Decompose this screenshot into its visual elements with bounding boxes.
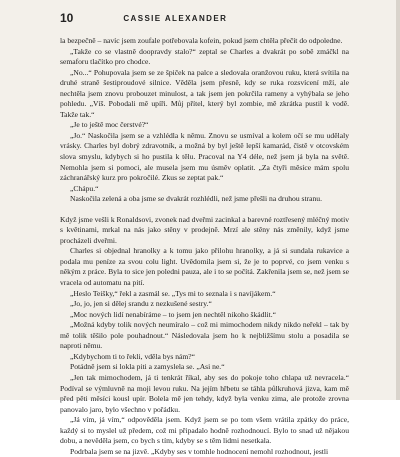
paragraph: „Chápu.“ (70, 183, 99, 193)
paragraph: Potádně jsem si lokla piti a zamyslela se. „Asi ne.“ (70, 362, 225, 372)
section-break (60, 205, 349, 215)
paragraph: Naskočila zelená a oba jsme se dvakrát rozhlédli, než jsme přešli na druhou stranu. (70, 194, 322, 204)
body-text (60, 36, 349, 457)
paragraph: „Jo.“ Naskočila jsem se a vzhlédla k němu. Znovu se usmíval a kolem očí se mu udělaly vrásky. Charles byl dobrý zdravotník, a možná by byl ještě lepší kamarád, čistě v otcovském slova smyslu, kdybych si ho pustila k tělu. Pracoval na Y4 déle, než jsem já byla na světě. Nemohla jsem si pomoci, ale musela jsem mu úsměv oplatit. „Za čtyři měsíce mám spolu záchranářský kurz pro pokročilé. Zkus se zeptat pak.“ (60, 130, 349, 183)
paragraph: „Takže co se vlastně doopravdy stalo?“ zeptal se Charles a dvakrát po sobě zmáčkl na semaforu tlačítko pro chodce. (60, 46, 349, 67)
paragraph: „Já vím, já vím,“ odpověděla jsem. Když jsem se po tom všem vrátila zpátky do práce, každý si to myslel už předem, což mi připadalo hodně rozhodnoucí. Bylo to snad už nějakou dobu, a nevěděla jsem, co bych s tím, kdyby se s těm lidmi nesetkala. (60, 415, 349, 446)
page-header (60, 8, 340, 28)
paragraph: „Heslo Teišky,“ řekl a zasmál se. „Tys mi to seznala i s navíjákem.“ (70, 288, 276, 298)
paragraph: Charles si objednal hranolky a k tomu jako přilohu hranolky, a já si sundala rukavice a podala mu peníze za svou colu light. Uvědomila jsem si, že je to poprvé, co jsem venku s někým z práce. Byla to sice jen poledni pauza, ale i to se počítá. Zakřenila jsem se, než jsem se vracela od automatu na pití. (60, 246, 349, 288)
paragraph: Když jsme vešli k Ronaldsovi, zvonek nad dveřmi zacinkal a barevné roztřesený mléčný motiv s květinami, mrkal na nás jako stěny v prodejně. Mrzí ale stěny nás změnily, když jsme procházeli dveřmi. (60, 214, 349, 245)
paragraph: „Jen tak mimochodem, já ti tenkrát říkal, aby ses do pokoje toho chlapa už nevracela.“ Podíval se výmluvně na moji levou ruku. Na jejím hřbetu se táhla půlkruhová jizva, kam mě před pěti měsíci kousl upír. Bolela mě jen tehdy, když byla venku zima, ale protože zrovna panovalo jaro, bylo všechno v pořádku. (60, 372, 349, 414)
paragraph: „No...“ Pohupovala jsem se ze špiček na palce a sledovala oranžovou ruku, která svítila na druhé straně šestiproudové silnice. Věděla jsem přesně, kdy se ruka rozsvícení mží, ale nechtěla jsem znovu probouzet minulost, a tak jsem jen pokrčila rameny a vyhýbala se jeho pohledu. „Víš. Pobodali mě upíři. Můj přítel, který byl zombie, mě zkrátka pustil k vodě. Takže tak.“ (60, 67, 349, 119)
paragraph: la bezpečně – navíc jsem zoufale potřebovala kofein, pokud jsem chtěla přečít do odpoledne. (60, 36, 343, 45)
paragraph: „Kdybychom ti to řekli, vděla bys nám?“ (70, 351, 196, 361)
paragraph: „Je to ještě moc čerstvé?“ (70, 120, 149, 130)
paragraph: „Jo, jo, jen si dělej srandu z nezkušené sestry.“ (70, 299, 212, 309)
paragraph: Podrbala jsem se na jizvě. „Kdyby ses v tomhle hodnocení nemohl rozhodnout, jestli (70, 446, 329, 456)
running-head: CASSIE ALEXANDER (123, 13, 228, 23)
paragraph: „Možná kdyby tolik nových neumíralo – což mi mimochodem nikdy nikdo neřekl – tak by mě tolik těšilo pole pouhadnout.“ Následovala jsem ho k nejbližšímu stolu a posadila se naproti němu. (60, 320, 349, 351)
page-edge (396, 0, 400, 400)
paragraph: „Moc nových lidí nenabíráme – to jsem jen nechtěl nikoho škádlit.“ (70, 309, 277, 319)
page-number: 10 (60, 11, 74, 25)
